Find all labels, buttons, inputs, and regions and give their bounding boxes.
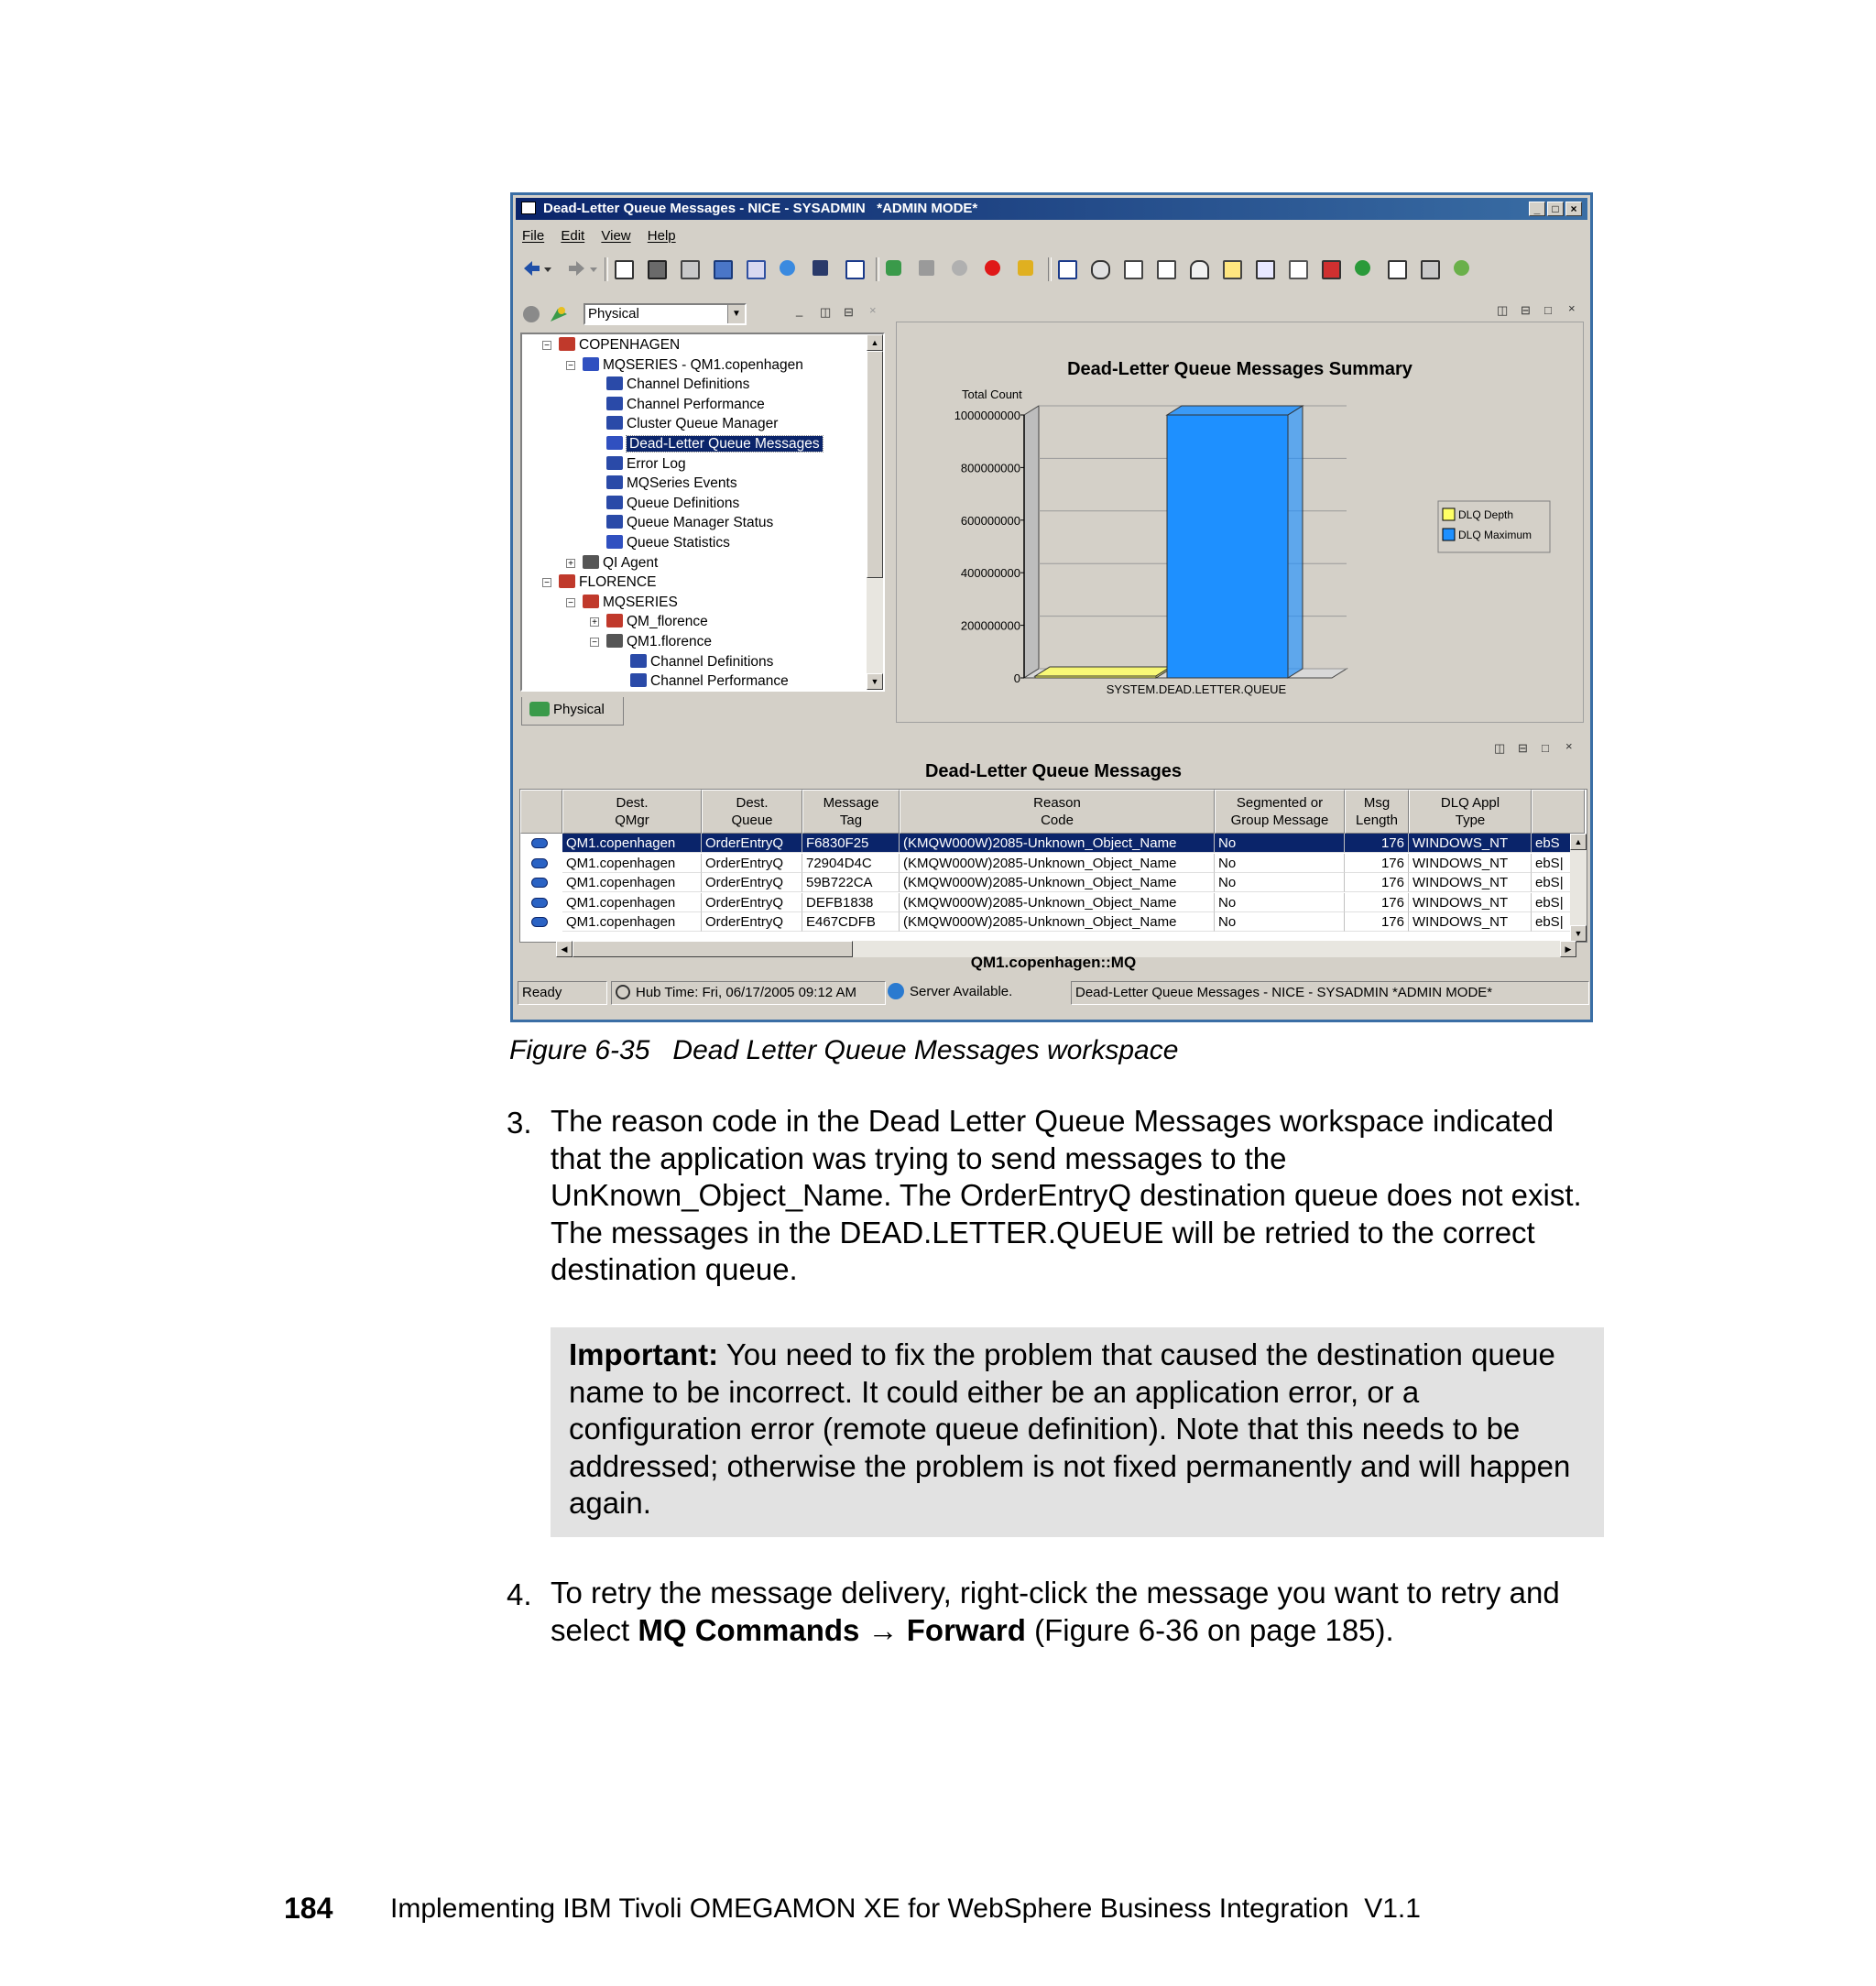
tree-node-label: MQSeries Events [627, 475, 737, 492]
menu-help[interactable]: Help [647, 228, 676, 244]
column-header-line: Group Message [1230, 813, 1329, 828]
table-cell: QM1.copenhagen [562, 912, 702, 932]
split-vertical-icon[interactable]: ◫ [820, 305, 832, 319]
close-panel-icon[interactable]: × [869, 303, 877, 317]
x-category-label: SYSTEM.DEAD.LETTER.QUEUE [1106, 682, 1287, 696]
table-cell: (KMQW000W)2085-Unknown_Object_Name [900, 873, 1215, 892]
legend-swatch [1443, 529, 1455, 540]
table-row[interactable] [520, 912, 1587, 932]
new-window-icon[interactable] [612, 257, 634, 279]
table-cell: 176 [1345, 873, 1409, 892]
status-server [884, 981, 1067, 1005]
close-button[interactable]: × [1565, 202, 1582, 216]
scroll-down-icon[interactable]: ▼ [867, 673, 883, 690]
forward-dropdown-icon[interactable] [588, 257, 599, 279]
navigator-panel [518, 294, 889, 729]
split-horizontal-icon[interactable]: ⊟ [844, 305, 854, 319]
app-icon [521, 202, 536, 214]
toolbar-separator [1048, 257, 1052, 281]
step-4-line: To retry the message delivery, right-click the message you want to retry and [551, 1576, 1560, 1610]
application-window [510, 192, 1593, 1022]
workspace-icon[interactable] [711, 257, 733, 279]
maximize-button[interactable]: □ [1547, 202, 1564, 216]
figure-caption: Figure 6-35 Dead Letter Queue Messages workspace [509, 1035, 1179, 1065]
table-cell: No [1215, 854, 1345, 873]
agent-icon [583, 555, 599, 569]
stop-icon[interactable] [982, 257, 1004, 279]
column-header-line: Reason [1033, 795, 1081, 811]
collapse-icon[interactable]: − [542, 578, 551, 587]
y-axis-label: Total Count [962, 387, 1022, 401]
table-cell: 176 [1345, 912, 1409, 932]
check-workspace-icon [606, 535, 623, 549]
menu-bar [522, 228, 689, 248]
bar-top [1167, 406, 1303, 415]
table-cell: (KMQW000W)2085-Unknown_Object_Name [900, 893, 1215, 912]
tree-node[interactable] [606, 455, 686, 474]
collapse-icon[interactable]: − [566, 598, 575, 607]
step-4-text [551, 1575, 1622, 1649]
table-cell: OrderEntryQ [702, 834, 802, 853]
legend-label: DLQ Depth [1458, 508, 1514, 521]
tree-node-label: MQSERIES - QM1.copenhagen [603, 356, 803, 373]
status-ready: Ready [518, 981, 607, 1005]
tree-node[interactable] [606, 495, 739, 513]
forward-icon[interactable] [566, 257, 588, 279]
event-console-icon[interactable] [1253, 257, 1275, 279]
table-vertical-scrollbar[interactable] [1570, 834, 1587, 942]
tree-node-label: QM_florence [627, 614, 708, 630]
table-cell: 59B722CA [802, 873, 900, 892]
refresh-icon[interactable] [883, 257, 905, 279]
minimize-button[interactable]: _ [1529, 202, 1545, 216]
legend-label: DLQ Maximum [1458, 529, 1532, 541]
row-header-column [520, 790, 562, 834]
notepad-icon[interactable] [1220, 257, 1242, 279]
navigator-tree [520, 333, 885, 692]
status-workspace: Dead-Letter Queue Messages - NICE - SYSADMIN *ADMIN MODE* [1071, 981, 1589, 1005]
chevron-down-icon[interactable]: ▼ [727, 305, 745, 323]
y-tick-label: 1000000000 [954, 409, 1020, 422]
browser-icon[interactable] [1451, 257, 1473, 279]
table-cell: No [1215, 873, 1345, 892]
y-tick-label: 400000000 [960, 566, 1020, 581]
split-horizontal-icon[interactable]: ⊟ [1521, 303, 1531, 317]
step-3-line: that the application was trying to send messages to the [551, 1140, 1287, 1175]
back-dropdown-icon[interactable] [542, 257, 553, 279]
table-cell: OrderEntryQ [702, 873, 802, 892]
column-header-line: Message [823, 795, 879, 811]
table-row[interactable] [520, 834, 1587, 853]
menu-edit[interactable]: Edit [561, 228, 585, 244]
tree-node[interactable] [606, 415, 778, 433]
split-vertical-icon[interactable]: ◫ [1497, 303, 1509, 317]
maximize-panel-icon[interactable]: □ [1544, 303, 1552, 317]
menu-view[interactable]: View [601, 228, 631, 244]
tree-node-label: Channel Definitions [627, 376, 750, 393]
workspace-icon [606, 397, 623, 410]
tree-node[interactable] [583, 554, 658, 573]
menu-file[interactable]: File [522, 228, 545, 244]
chart-side-wall [1024, 406, 1039, 678]
toolbar-separator [605, 257, 608, 281]
table-cell: QM1.copenhagen [562, 834, 702, 853]
chart-area [896, 322, 1584, 723]
plot-chart-icon[interactable] [1154, 257, 1176, 279]
table-cell: 176 [1345, 893, 1409, 912]
table-cell: (KMQW000W)2085-Unknown_Object_Name [900, 912, 1215, 932]
note-line: name to be incorrect. It could either be an application error, or a [569, 1374, 1420, 1409]
clock-icon [616, 985, 630, 999]
help-icon[interactable] [843, 257, 865, 279]
step-3-number: 3. [507, 1106, 532, 1140]
column-header-line: Type [1455, 813, 1486, 828]
column-header[interactable] [562, 790, 702, 834]
table-cell: 176 [1345, 834, 1409, 853]
note-line: addressed; otherwise the problem is not fixed permanently and will happen [569, 1448, 1571, 1483]
expand-icon[interactable]: + [590, 617, 599, 627]
table-cell: No [1215, 834, 1345, 853]
table-view-icon[interactable] [1055, 257, 1077, 279]
link-icon[interactable] [531, 917, 548, 927]
bar-chart [897, 322, 1583, 722]
status-bar [518, 981, 1589, 1007]
y-tick-label: 800000000 [960, 461, 1020, 475]
table-cell: WINDOWS_NT [1409, 912, 1532, 932]
tree-node[interactable] [606, 534, 730, 552]
workspace-icon [606, 376, 623, 390]
table-cell: ebS| [1532, 854, 1585, 873]
step-3-line: The messages in the DEAD.LETTER.QUEUE will be retried to the correct [551, 1215, 1535, 1249]
collapse-icon[interactable]: − [566, 361, 575, 370]
link-icon[interactable] [531, 878, 548, 888]
agent-icon [606, 634, 623, 648]
tree-node[interactable] [583, 594, 678, 612]
step-4-post: (Figure 6-36 on page 185). [1025, 1612, 1394, 1647]
message-log-icon[interactable] [1286, 257, 1308, 279]
table-cell: WINDOWS_NT [1409, 893, 1532, 912]
tree-node[interactable] [583, 356, 803, 375]
column-header[interactable] [702, 790, 802, 834]
chart-title: Dead-Letter Queue Messages Summary [1067, 359, 1412, 379]
collapse-icon[interactable]: − [542, 341, 551, 350]
properties-icon[interactable] [678, 257, 700, 279]
table-cell: (KMQW000W)2085-Unknown_Object_Name [900, 834, 1215, 853]
terminal-icon[interactable] [1418, 257, 1440, 279]
note-line: You need to fix the problem that caused the destination queue [718, 1337, 1555, 1371]
table-cell: WINDOWS_NT [1409, 834, 1532, 853]
table-cell: OrderEntryQ [702, 854, 802, 873]
column-header-line: Tag [839, 813, 863, 828]
table-cell: QM1.copenhagen [562, 854, 702, 873]
physical-view-icon [529, 702, 550, 716]
tree-node[interactable] [606, 633, 712, 651]
table-row[interactable] [520, 873, 1587, 892]
globe-icon [888, 983, 904, 999]
tree-node[interactable] [606, 396, 765, 414]
bar-top [1035, 667, 1171, 676]
step-3-text [551, 1103, 1622, 1289]
table-title: Dead-Letter Queue Messages [924, 761, 1183, 781]
tree-node-label: QI Agent [603, 554, 659, 571]
column-header-line: DLQ Appl [1440, 795, 1500, 811]
stack-icon[interactable] [916, 257, 938, 279]
step-4-pre: select [551, 1612, 638, 1647]
table-cell: (KMQW000W)2085-Unknown_Object_Name [900, 854, 1215, 873]
column-header-line: Length [1356, 813, 1398, 828]
collapse-icon[interactable]: − [590, 638, 599, 647]
y-tick-label: 200000000 [960, 618, 1020, 633]
column-header[interactable] [1345, 790, 1409, 834]
topology-icon[interactable] [777, 257, 799, 279]
users-icon[interactable] [810, 257, 832, 279]
step-4-number: 4. [507, 1577, 532, 1611]
globe-icon[interactable] [1352, 257, 1374, 279]
tree-node-label: Queue Manager Status [627, 515, 774, 531]
pie-chart-icon[interactable] [1088, 257, 1110, 279]
tree-node[interactable] [559, 336, 680, 355]
tree-node-label: Dead-Letter Queue Messages [627, 436, 823, 452]
tree-node[interactable] [606, 613, 708, 631]
mq-commands-label: MQ Commands [638, 1612, 860, 1647]
queue-manager-label: QM1.copenhagen::MQ [970, 954, 1137, 971]
column-header-line: Dest. [616, 795, 649, 811]
graphic-view-icon[interactable] [1319, 257, 1341, 279]
split-horizontal-icon[interactable]: ⊟ [1518, 741, 1528, 755]
chart-panel [892, 294, 1589, 729]
table-cell: No [1215, 893, 1345, 912]
legend-swatch [1443, 508, 1455, 520]
scroll-up-icon[interactable]: ▲ [867, 334, 883, 351]
column-header[interactable] [802, 790, 900, 834]
important-note [551, 1327, 1604, 1537]
table-cell: E467CDFB [802, 912, 900, 932]
tree-node-label: Channel Definitions [650, 653, 774, 670]
back-icon[interactable] [520, 257, 542, 279]
scroll-right-icon[interactable]: ▶ [1560, 941, 1576, 957]
view-select-value: Physical [588, 306, 639, 322]
minimize-panel-icon[interactable]: _ [796, 303, 803, 317]
qm-icon [606, 614, 623, 627]
table-cell: WINDOWS_NT [1409, 873, 1532, 892]
tree-node[interactable] [606, 475, 737, 493]
table-cell: No [1215, 912, 1345, 932]
table-cell: OrderEntryQ [702, 912, 802, 932]
tree-node-label: Error Log [627, 455, 686, 472]
expand-icon[interactable]: + [566, 559, 575, 568]
table-cell: QM1.copenhagen [562, 873, 702, 892]
save-icon[interactable] [645, 257, 667, 279]
tab-physical-label: Physical [553, 702, 605, 717]
workspace-icon [630, 654, 647, 668]
table-cell: ebS [1532, 834, 1585, 853]
step-3-line: The reason code in the Dead Letter Queue Messages workspace indicated [551, 1104, 1554, 1138]
toolbar [520, 256, 1583, 283]
toolbar-separator [876, 257, 879, 281]
tree-node-label: Channel Performance [627, 396, 765, 412]
tree-node-label: COPENHAGEN [579, 337, 681, 353]
maximize-panel-icon[interactable]: □ [1542, 741, 1549, 755]
bar-side [1288, 406, 1303, 678]
close-panel-icon[interactable]: × [1568, 301, 1576, 315]
table-row[interactable] [520, 893, 1587, 912]
link-icon[interactable] [531, 838, 548, 848]
table-cell: DEFB1838 [802, 893, 900, 912]
y-tick-label: 0 [1013, 671, 1020, 685]
server-icon [583, 595, 599, 608]
table-cell: ebS| [1532, 873, 1585, 892]
important-note-text [569, 1337, 1595, 1522]
column-header-line: Dest. [736, 795, 769, 811]
note-line: again. [569, 1486, 651, 1520]
tree-node-label: QM1.florence [627, 634, 713, 649]
workspace-icon [606, 456, 623, 470]
check-workspace-icon [606, 436, 623, 450]
server-icon [559, 574, 575, 588]
scroll-down-icon[interactable]: ▼ [1570, 925, 1587, 942]
tree-scroll-thumb[interactable] [867, 351, 883, 578]
workspace-icon [606, 515, 623, 529]
table-row[interactable] [520, 854, 1587, 873]
bar-dlq-maximum [1167, 415, 1288, 678]
tree-node[interactable] [630, 653, 773, 671]
cycle-icon[interactable] [949, 257, 971, 279]
link-icon[interactable] [531, 898, 548, 908]
sound-icon[interactable] [1015, 257, 1037, 279]
link-icon[interactable] [531, 858, 548, 868]
link-icon[interactable] [744, 257, 766, 279]
arrow-text: → [859, 1612, 907, 1647]
title-bar [516, 198, 1587, 220]
close-panel-icon[interactable]: × [1565, 739, 1573, 753]
column-header[interactable] [1409, 790, 1532, 834]
note-label: Important: [569, 1337, 719, 1371]
table-cell: 176 [1345, 854, 1409, 873]
table-cell: QM1.copenhagen [562, 893, 702, 912]
table-cell: 72904D4C [802, 854, 900, 873]
tree-node[interactable] [559, 573, 656, 592]
server-icon [559, 337, 575, 351]
note-line: configuration error (remote queue definition). Note that this needs to be [569, 1412, 1521, 1446]
scroll-up-icon[interactable]: ▲ [1570, 834, 1587, 850]
tab-physical[interactable] [521, 697, 624, 726]
table-cell: WINDOWS_NT [1409, 854, 1532, 873]
step-3-line: UnKnown_Object_Name. The OrderEntryQ destination queue does not exist. [551, 1178, 1582, 1212]
tree-node-label: Queue Statistics [627, 535, 730, 551]
view-select[interactable] [584, 303, 747, 325]
forward-label: Forward [906, 1612, 1026, 1647]
hub-time-text: Hub Time: Fri, 06/17/2005 09:12 AM [636, 985, 856, 1000]
tree-scrollbar[interactable] [867, 334, 883, 690]
column-header[interactable] [900, 790, 1215, 834]
running-footer: Implementing IBM Tivoli OMEGAMON XE for WebSphere Business Integration V1.1 [390, 1893, 1421, 1924]
table-cell: F6830F25 [802, 834, 900, 853]
edit-icon[interactable] [1385, 257, 1407, 279]
tree-node[interactable] [606, 435, 823, 453]
tree-node-label: MQSERIES [603, 594, 678, 610]
column-header-line: Segmented or [1236, 795, 1324, 811]
window-title: Dead-Letter Queue Messages - NICE - SYSADMIN *ADMIN MODE* [543, 201, 978, 216]
status-hub-time [611, 981, 886, 1005]
tree-node-label: FLORENCE [579, 574, 657, 591]
column-header[interactable] [1215, 790, 1345, 834]
column-header[interactable] [1532, 790, 1585, 834]
workspace-icon [606, 496, 623, 509]
workspace-icon [630, 673, 647, 687]
column-header-line: Queue [731, 813, 773, 828]
tree-node[interactable] [630, 672, 789, 691]
tree-node[interactable] [606, 376, 749, 394]
gauge-icon[interactable] [1187, 257, 1209, 279]
scroll-left-icon[interactable]: ◀ [556, 941, 573, 957]
workspace-icon [606, 475, 623, 489]
mq-check-icon [583, 357, 599, 371]
column-header-line: Msg [1363, 795, 1391, 811]
column-header-line: QMgr [615, 813, 649, 828]
step-3-line: destination queue. [551, 1252, 798, 1286]
y-tick-label: 600000000 [960, 513, 1020, 528]
messages-table [519, 789, 1587, 943]
status-icon [523, 306, 540, 322]
split-vertical-icon[interactable]: ◫ [1494, 741, 1506, 755]
table-panel [518, 734, 1589, 976]
server-status-text: Server Available. [910, 984, 1013, 999]
page-number: 184 [284, 1892, 333, 1925]
table-cell: ebS| [1532, 912, 1585, 932]
column-header-line: Code [1041, 813, 1074, 828]
tree-node-label: Queue Definitions [627, 495, 740, 511]
tree-node-label: Channel Performance [650, 673, 789, 690]
bar-chart-icon[interactable] [1121, 257, 1143, 279]
view-icon[interactable] [549, 305, 569, 323]
tree-node[interactable] [606, 514, 773, 532]
workspace-icon [606, 416, 623, 430]
table-cell: OrderEntryQ [702, 893, 802, 912]
tree-node-label: Cluster Queue Manager [627, 416, 779, 432]
table-cell: ebS| [1532, 893, 1585, 912]
